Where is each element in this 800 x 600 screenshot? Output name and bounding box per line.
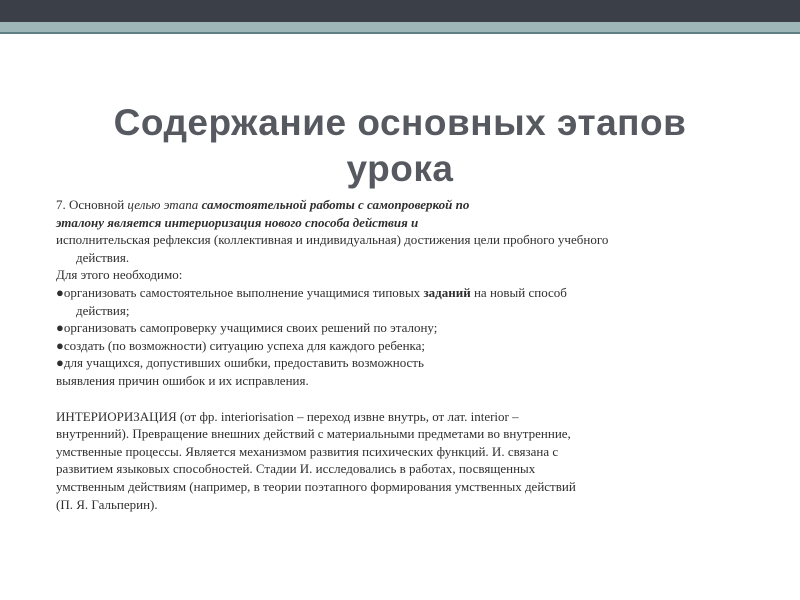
content-line-1 (56, 196, 756, 214)
definition-line-5: умственным действиям (например, в теории поэтапного формирования умственных действий (56, 478, 576, 494)
definition-line-4: развитием языковых способностей. Стадии И. исследовались в работах, посвященных (56, 461, 536, 477)
bullet-item-4: ●для учащихся, допустивших ошибки, предоставить возможность (56, 355, 424, 371)
definition-line-6: (П. Я. Гальперин). (56, 496, 158, 512)
definition-line-3: умственные процессы. Является механизмом развития психических функций. И. связана с (56, 443, 559, 459)
bullet-item-1-pre: ●организовать самостоятельное выполнение учащимися типовых (56, 284, 424, 300)
definition-line-2: внутренний). Превращение внешних действий с материальными предметами во внутренние, (56, 426, 571, 442)
content-line-1-italic: целью этапа (127, 197, 202, 212)
content-line-1-bold-italic: самостоятельной работы с самопроверкой по (201, 197, 470, 212)
content-line-1-prefix: 7. Основной (56, 197, 128, 212)
slide-title-line2: урока (346, 148, 454, 189)
content-line-2 (56, 214, 756, 232)
top-band-line (0, 32, 800, 34)
content-line-3b: действия. (76, 249, 130, 265)
content-line-2-bold-italic: эталону является интериоризация нового способа действия и (56, 214, 419, 230)
bullet-item-1-cont: действия; (76, 302, 130, 318)
bullet-item-1-post: на новый способ (470, 284, 567, 300)
slide-title-line1: Содержание основных этапов (113, 102, 687, 143)
top-band-dark (0, 0, 800, 22)
bullet-item-4-cont: выявления причин ошибок и их исправления. (56, 372, 309, 388)
content-line-4: Для этого необходимо: (56, 267, 183, 283)
definition-line-1: ИНТЕРИОРИЗАЦИЯ (от фр. interiorisation – переход извне внутрь, от лат. interior – (56, 408, 519, 424)
bullet-item-1-bold: заданий (423, 284, 471, 300)
slide-content (56, 196, 756, 513)
bullet-item-1 (56, 284, 756, 302)
top-band-teal (0, 22, 800, 32)
slide-title (60, 100, 740, 192)
bullet-item-3: ●создать (по возможности) ситуацию успеха для каждого ребенка; (56, 337, 426, 353)
content-line-3: исполнительская рефлексия (коллективная и индивидуальная) достижения цели пробного учебного (56, 232, 609, 248)
paragraph-gap (56, 390, 756, 408)
bullet-item-2: ●организовать самопроверку учащимися своих решений по эталону; (56, 320, 438, 336)
